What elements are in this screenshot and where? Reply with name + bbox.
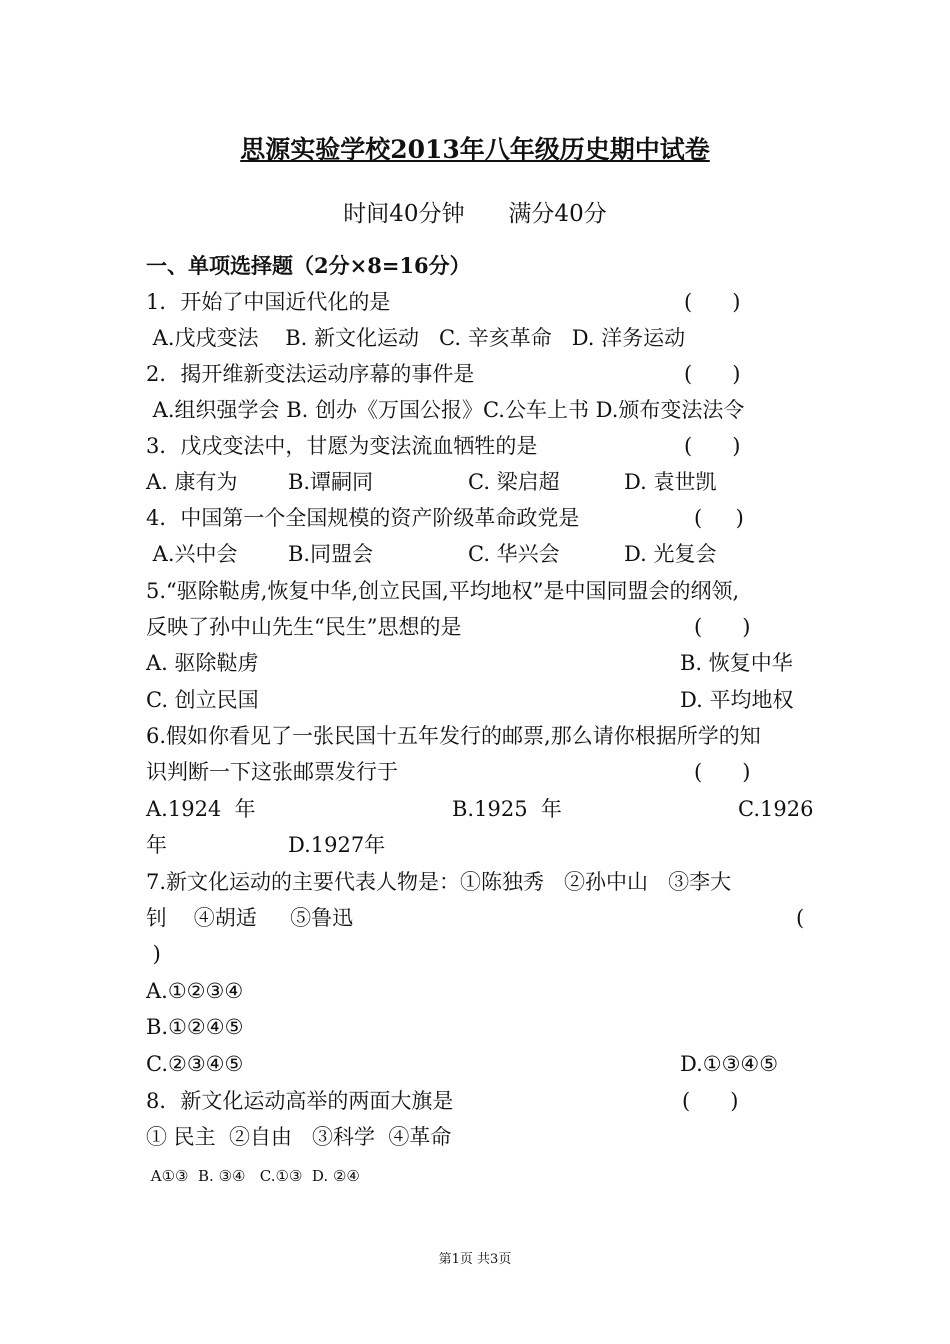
question-6-option-d: D.1927年 xyxy=(288,833,386,857)
question-2-answer-paren: ( ) xyxy=(684,362,741,386)
question-3-option-c: C. 梁启超 xyxy=(468,470,560,494)
question-6-option-c-continued: 年 xyxy=(146,833,167,857)
question-7-stem-line1: 7.新文化运动的主要代表人物是：①陈独秀 ②孙中山 ③李大 xyxy=(146,870,732,894)
question-5-option-c: C. 创立民国 xyxy=(146,688,259,712)
question-4-stem: 4．中国第一个全国规模的资产阶级革命政党是 xyxy=(146,506,580,530)
question-3-stem: 3．戊戌变法中，甘愿为变法流血牺牲的是 xyxy=(146,434,538,458)
question-7-stem-line2: 钊 ④胡适 ⑤鲁迅 xyxy=(146,906,354,930)
question-7-option-b: B.①②④⑤ xyxy=(146,1015,244,1039)
exam-info: 时间40分钟 满分40分 xyxy=(343,201,607,227)
question-2-stem: 2．揭开维新变法运动序幕的事件是 xyxy=(146,362,475,386)
question-4-option-c: C. 华兴会 xyxy=(468,542,560,566)
question-3-option-a: A. 康有为 xyxy=(146,470,238,494)
question-4-option-a: A.兴中会 xyxy=(146,542,238,566)
question-6-option-c: C.1926 xyxy=(738,797,814,821)
question-4-answer-paren: ( ) xyxy=(694,506,744,530)
question-3-option-d: D. 袁世凯 xyxy=(624,470,717,494)
question-8-answer-paren: ( ) xyxy=(682,1089,739,1113)
question-1-stem: 1．开始了中国近代化的是 xyxy=(146,290,391,314)
question-7-option-a: A.①②③④ xyxy=(146,979,244,1003)
question-7-paren-close: ) xyxy=(146,942,161,966)
question-6-answer-paren: ( ) xyxy=(694,760,751,784)
question-7-option-c: C.②③④⑤ xyxy=(146,1052,244,1076)
question-6-stem-line2: 识判断一下这张邮票发行于 xyxy=(146,760,398,784)
question-6-option-b: B.1925 年 xyxy=(452,797,562,821)
question-8-options: A①③ B. ③④ C.①③ D. ②④ xyxy=(146,1167,360,1185)
question-1-answer-paren: ( ) xyxy=(684,290,741,314)
question-4-option-b: B.同盟会 xyxy=(288,542,374,566)
question-5-option-a: A. 驱除鞑虏 xyxy=(146,651,259,675)
question-5-answer-paren: ( ) xyxy=(694,615,751,639)
question-5-option-d: D. 平均地权 xyxy=(680,688,794,712)
question-2-options: A.组织强学会 B. 创办《万国公报》C.公车上书 D.颁布变法法令 xyxy=(146,398,745,422)
page-number: 第1页 共3页 xyxy=(438,1252,512,1267)
question-8-stem: 8．新文化运动高举的两面大旗是 xyxy=(146,1089,454,1113)
question-6-option-a: A.1924 年 xyxy=(146,797,256,821)
section-heading: 一、单项选择题（2分×8=16分） xyxy=(146,253,471,278)
question-7-option-d: D.①③④⑤ xyxy=(680,1052,779,1076)
question-5-stem-line1: 5.“驱除鞑虏,恢复中华,创立民国,平均地权”是中国同盟会的纲领, xyxy=(146,579,740,603)
question-8-items: ① 民主 ②自由 ③科学 ④革命 xyxy=(146,1125,452,1149)
question-6-stem-line1: 6.假如你看见了一张民国十五年发行的邮票,那么请你根据所学的知 xyxy=(146,724,761,748)
question-4-option-d: D. 光复会 xyxy=(624,542,717,566)
question-3-answer-paren: ( ) xyxy=(684,434,741,458)
question-3-option-b: B.谭嗣同 xyxy=(288,470,374,494)
question-1-options: A.戊戌变法 B. 新文化运动 C. 辛亥革命 D. 洋务运动 xyxy=(146,326,686,350)
page-title: 思源实验学校2013年八年级历史期中试卷 xyxy=(240,135,710,164)
question-5-option-b: B. 恢复中华 xyxy=(680,651,793,675)
question-7-paren-open: ( xyxy=(796,906,805,930)
question-5-stem-line2: 反映了孙中山先生“民生”思想的是 xyxy=(146,615,462,639)
